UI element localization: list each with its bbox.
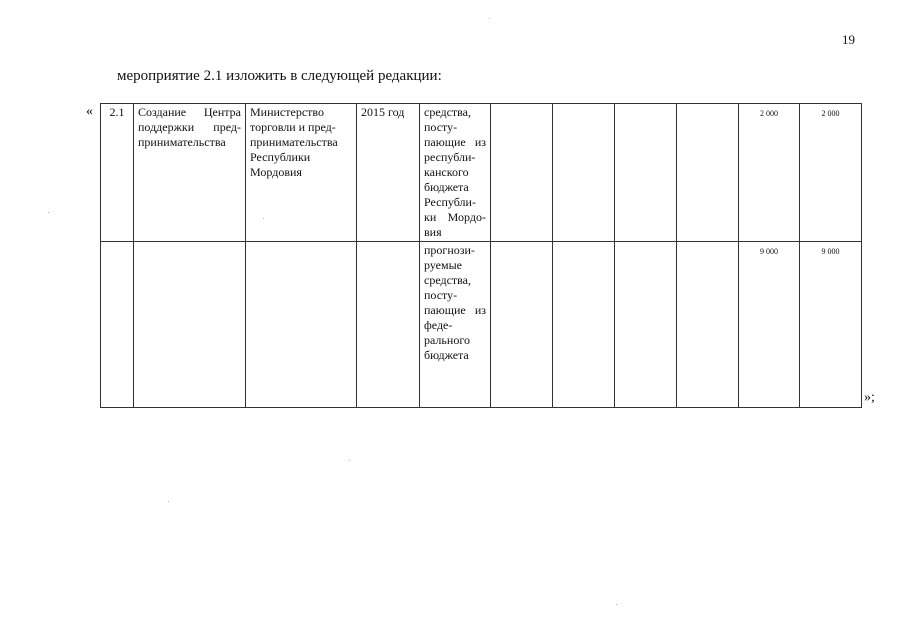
intro-text: мероприятие 2.1 изложить в следующей редакции: — [117, 68, 442, 84]
amount-cell: 2 000 — [739, 104, 800, 242]
measures-table — [100, 103, 862, 408]
scan-speck — [48, 212, 49, 213]
page-number: 19 — [842, 32, 855, 47]
empty-cell — [491, 242, 553, 408]
empty-cell — [677, 242, 739, 408]
funding-source: средства, посту-пающие из республи-канского бюджета Республи-ки Мордо-вия — [420, 104, 491, 242]
measure-executor: Министерство торговли и пред-принимательства Республики Мордовия — [246, 104, 357, 242]
scan-speck — [349, 460, 350, 461]
empty-cell — [615, 242, 677, 408]
empty-cell — [357, 242, 420, 408]
measure-number: 2.1 — [101, 104, 134, 242]
amount-cell: 9 000 — [739, 242, 800, 408]
scan-speck — [616, 604, 617, 605]
empty-cell — [553, 242, 615, 408]
empty-cell — [101, 242, 134, 408]
opening-quote: « — [86, 104, 93, 119]
scan-speck — [263, 218, 264, 219]
empty-cell — [246, 242, 357, 408]
empty-cell — [491, 104, 553, 242]
empty-cell — [134, 242, 246, 408]
closing-quote: »; — [864, 390, 875, 405]
measure-year: 2015 год — [357, 104, 420, 242]
scan-speck — [168, 501, 169, 502]
empty-cell — [615, 104, 677, 242]
table-row — [101, 104, 862, 242]
empty-cell — [677, 104, 739, 242]
funding-source: прогнози-руемые средства, посту-пающие из феде-рального бюджета — [420, 242, 491, 408]
measure-name: Создание Центра поддержки пред-принимательства — [134, 104, 246, 242]
empty-cell — [553, 104, 615, 242]
amount-cell: 9 000 — [800, 242, 862, 408]
scan-speck — [489, 18, 490, 19]
amount-cell: 2 000 — [800, 104, 862, 242]
table-row — [101, 242, 862, 408]
